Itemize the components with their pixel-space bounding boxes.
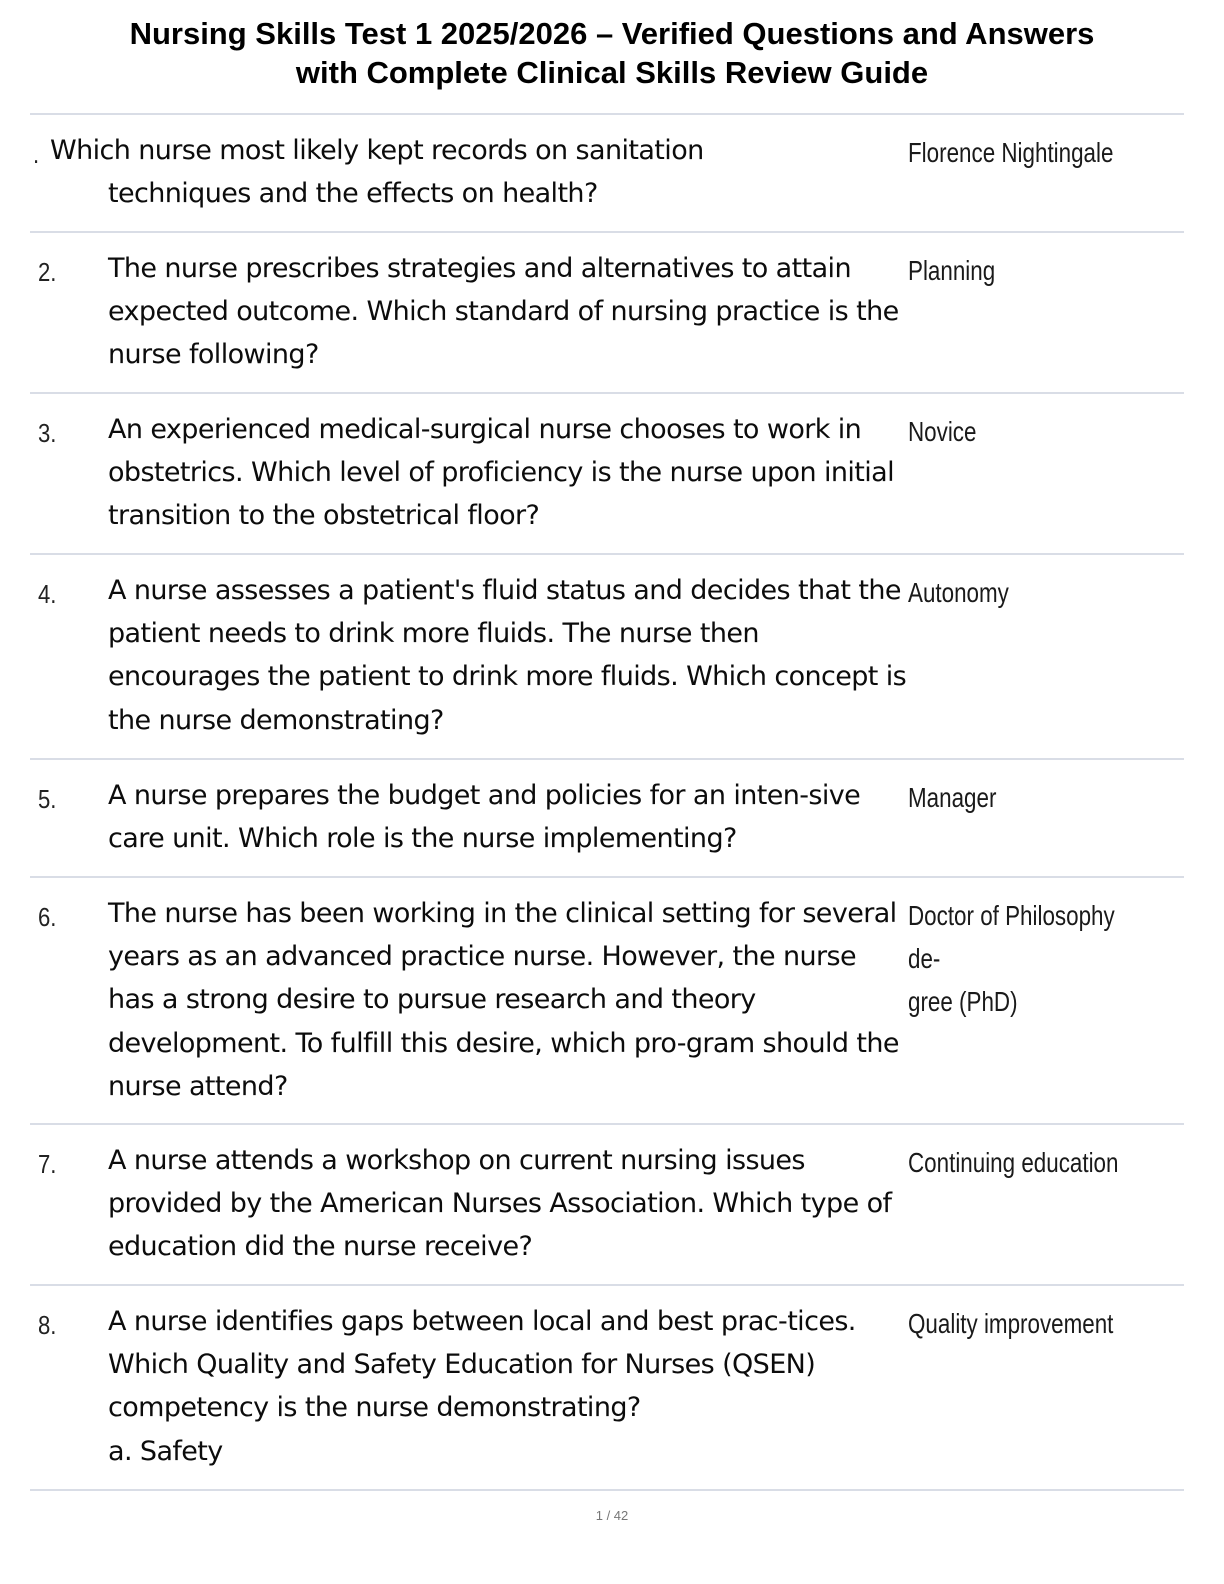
qa-item-6 <box>30 878 1184 1125</box>
item-number: 6. <box>38 902 57 932</box>
question-text: A nurse assesses a patient's fluid status and decides that the patient needs to drink more fluids. The nurse then encourages the patient to drink more fluids. Which concept is the nurse demonstrating? <box>108 575 907 736</box>
qa-item-1 <box>30 115 1184 233</box>
item-number: 2. <box>38 257 57 287</box>
answer-text: Continuing education <box>908 1147 1119 1178</box>
question-option: a. Safety <box>108 1435 223 1467</box>
document-title <box>30 14 1194 92</box>
question-text: A nurse prepares the budget and policies for an inten-sive care unit. Which role is the nurse implementing? <box>108 780 861 855</box>
qa-item-2 <box>30 233 1184 394</box>
question-body: A nurse identifies gaps between local and best prac-tices. Which Quality and Safety Education for Nurses (QSEN) competency is the nurse demonstrating? <box>108 1306 856 1424</box>
item-number: 4. <box>38 579 57 609</box>
title-line-2: with Complete Clinical Skills Review Guide <box>295 55 929 90</box>
item-number: . <box>33 139 40 169</box>
qa-item-7 <box>30 1125 1184 1286</box>
question-text <box>50 129 908 215</box>
answer-text: Autonomy <box>908 577 1009 608</box>
item-number: 3. <box>38 418 57 448</box>
qa-item-8 <box>30 1286 1184 1491</box>
question-continuation: techniques and the effects on health? <box>108 178 598 210</box>
question-text: The nurse prescribes strategies and alternatives to attain expected outcome. Which standard of nursing practice is the nurse following? <box>108 253 899 371</box>
answer-text: Florence Nightingale <box>908 137 1114 168</box>
question-text: The nurse has been working in the clinical setting for several years as an advanced practice nurse. However, the nurse has a strong desire to pursue research and theory development. To fulfill this desire, which pro-gram should the nurse attend? <box>108 898 899 1102</box>
answer-text: Doctor of Philosophy de- gree (PhD) <box>908 900 1115 1017</box>
question-text: An experienced medical-surgical nurse chooses to work in obstetrics. Which level of proficiency is the nurse upon initial transition to the obstetrical floor? <box>108 414 895 532</box>
answer-text: Quality improvement <box>908 1308 1114 1339</box>
qa-item-3 <box>30 394 1184 555</box>
answer-text: Manager <box>908 782 997 813</box>
qa-item-5 <box>30 760 1184 878</box>
page-indicator: 1 / 42 <box>595 1508 629 1523</box>
item-number: 8. <box>38 1310 57 1340</box>
question-first-line: Which nurse most likely kept records on sanitation <box>50 135 704 166</box>
qa-item-4 <box>30 555 1184 760</box>
item-number: 5. <box>38 784 57 814</box>
title-line-1: Nursing Skills Test 1 2025/2026 – Verified Questions and Answers <box>129 16 1095 51</box>
question-text: A nurse attends a workshop on current nursing issues provided by the American Nurses Association. Which type of education did the nurse receive? <box>108 1145 892 1263</box>
question-text <box>108 1300 908 1473</box>
item-number: 7. <box>38 1149 57 1179</box>
qa-list <box>30 115 1184 1491</box>
answer-text: Novice <box>908 416 977 447</box>
answer-text: Planning <box>908 255 996 286</box>
